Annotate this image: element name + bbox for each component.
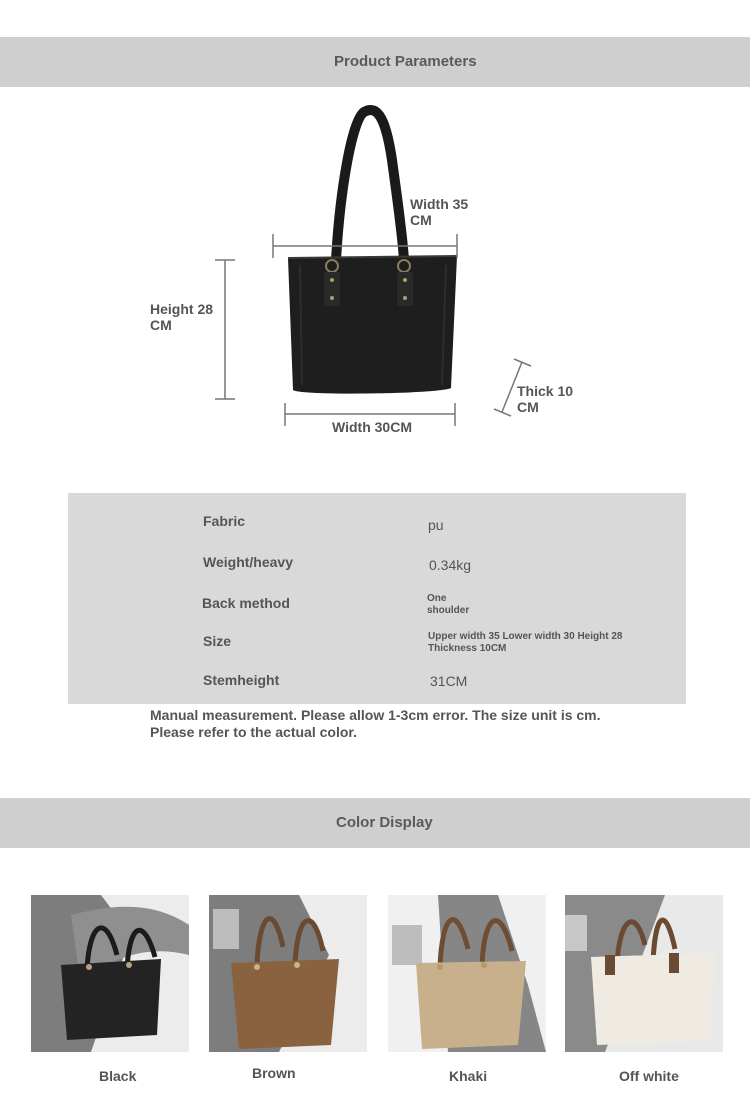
measurement-note: Manual measurement. Please allow 1-3cm error. The size unit is cm. Please refer to the actual color. bbox=[150, 707, 601, 740]
section-header-colors bbox=[0, 798, 750, 848]
bag-body bbox=[288, 256, 457, 394]
param-value-weight: 0.34kg bbox=[429, 557, 472, 573]
parameters-table bbox=[68, 493, 686, 704]
section-header-parameters bbox=[0, 37, 750, 87]
thickness-label: Thick 10 CM bbox=[517, 383, 574, 415]
size-diagram bbox=[0, 100, 750, 460]
bag-strap bbox=[336, 110, 404, 260]
color-label-off-white: Off white bbox=[619, 1068, 679, 1084]
param-label-weight: Weight/heavy bbox=[203, 554, 293, 570]
bag-photo-khaki bbox=[388, 895, 546, 1052]
param-value-size: Upper width 35 Lower width 30 Height 28 Thickness 10CM bbox=[428, 631, 623, 654]
color-swatch-brown[interactable] bbox=[209, 895, 367, 1052]
param-label-back-method: Back method bbox=[202, 595, 290, 611]
color-label-brown: Brown bbox=[252, 1065, 296, 1081]
color-label-black: Black bbox=[99, 1068, 137, 1084]
bag-diagram-illustration bbox=[0, 100, 750, 460]
top-width-label: Width 35 CM bbox=[410, 196, 469, 228]
param-label-fabric: Fabric bbox=[203, 513, 246, 529]
bag-photo-off-white bbox=[565, 895, 723, 1052]
bag-photo-brown bbox=[209, 895, 367, 1052]
section-title: Color Display bbox=[336, 814, 433, 831]
param-value-back-method: One shoulder bbox=[427, 593, 470, 616]
color-swatch-khaki[interactable] bbox=[388, 895, 546, 1052]
section-title: Product Parameters bbox=[334, 53, 477, 70]
bottom-width-label: Width 30CM bbox=[332, 419, 412, 435]
color-swatch-black[interactable] bbox=[31, 895, 189, 1052]
param-value-fabric: pu bbox=[428, 517, 444, 533]
param-value-stemheight: 31CM bbox=[430, 673, 468, 689]
param-label-size: Size bbox=[203, 633, 232, 649]
height-label: Height 28 CM bbox=[150, 301, 214, 333]
color-swatch-off-white[interactable] bbox=[565, 895, 723, 1052]
color-label-khaki: Khaki bbox=[449, 1068, 488, 1084]
param-label-stemheight: Stemheight bbox=[203, 672, 280, 688]
bag-photo-black bbox=[31, 895, 189, 1052]
